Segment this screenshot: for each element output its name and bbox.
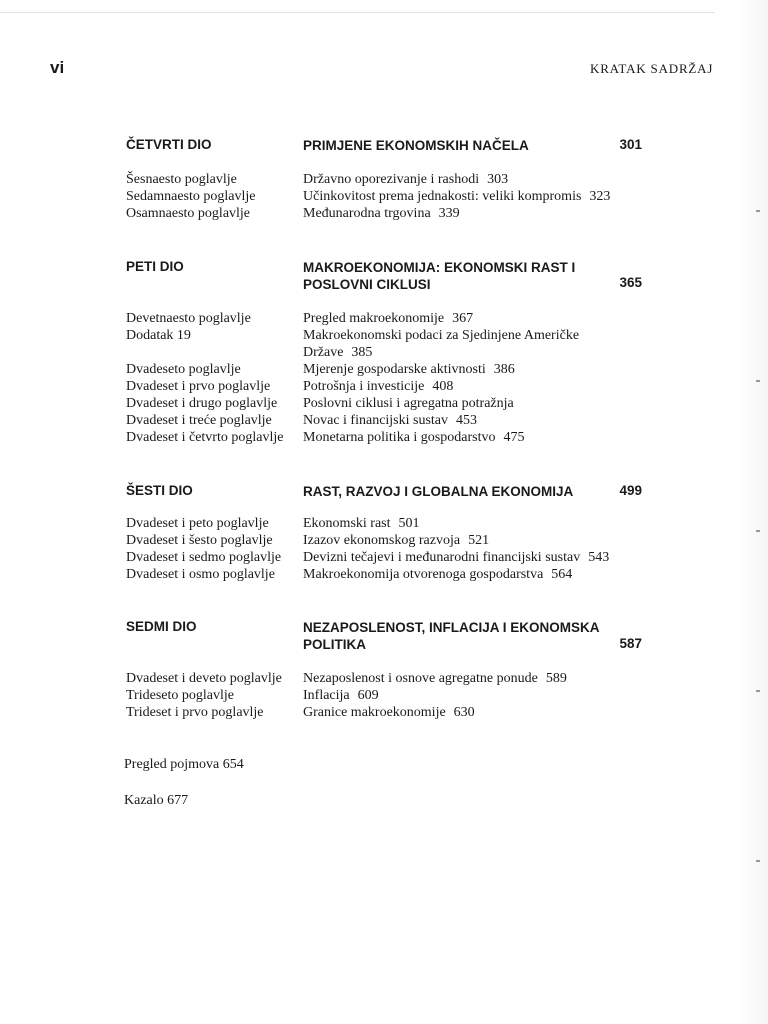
chapter-label: Sedamnaesto poglavlje	[126, 189, 256, 204]
chapter-page: 609	[357, 688, 379, 703]
part-label: PETI DIO	[126, 259, 184, 274]
part-title	[303, 259, 603, 293]
scan-mark	[756, 860, 760, 862]
part-title-line: NEZAPOSLENOST, INFLACIJA I EKONOMSKA	[303, 620, 600, 635]
chapter-page: 564	[551, 567, 573, 582]
chapter-title: Makroekonomski podaci za Sjedinjene Američke	[303, 328, 580, 343]
chapter-page: 501	[398, 516, 420, 531]
chapter-title: Makroekonomija otvorenoga gospodarstva 564	[303, 567, 573, 582]
chapter-label: Dvadeset i prvo poglavlje	[126, 379, 271, 394]
part-page: 499	[619, 483, 642, 498]
chapter-title: Inflacija 609	[303, 688, 379, 703]
part-label: ŠESTI DIO	[126, 483, 193, 498]
chapter-title: Državno oporezivanje i rashodi 303	[303, 172, 509, 187]
toc-entry[interactable]	[0, 327, 768, 344]
page-number: vi	[50, 58, 65, 77]
part-page: 301	[619, 137, 642, 152]
toc-entry[interactable]	[0, 344, 768, 361]
chapter-page: 543	[588, 550, 610, 565]
toc-entry[interactable]	[0, 429, 768, 446]
chapter-title: Nezaposlenost i osnove agregatne ponude 589	[303, 671, 567, 686]
chapter-page: 385	[351, 345, 373, 360]
chapter-label: Dvadeset i drugo poglavlje	[126, 396, 278, 411]
glossary-entry[interactable]: Pregled pojmova 654	[124, 757, 244, 772]
toc-entry[interactable]	[0, 566, 768, 583]
chapter-page: 323	[589, 189, 611, 204]
toc-entry[interactable]	[0, 687, 768, 704]
part-title-line: PRIMJENE EKONOMSKIH NAČELA	[303, 138, 529, 153]
chapter-page: 408	[432, 379, 454, 394]
chapter-label: Dvadeset i osmo poglavlje	[126, 567, 275, 582]
toc-entry[interactable]	[0, 378, 768, 395]
scan-right-edge	[738, 0, 768, 1024]
chapter-title: Devizni tečajevi i međunarodni financijski sustav 543	[303, 550, 610, 565]
part-label: SEDMI DIO	[126, 619, 197, 634]
part-label: ČETVRTI DIO	[126, 137, 212, 152]
chapter-label: Dvadeset i četvrto poglavlje	[126, 430, 284, 445]
part-title-line: MAKROEKONOMIJA: EKONOMSKI RAST I	[303, 260, 576, 275]
chapter-page: 367	[452, 311, 474, 326]
chapter-label: Dvadeset i treće poglavlje	[126, 413, 272, 428]
chapter-title: Mjerenje gospodarske aktivnosti 386	[303, 362, 515, 377]
chapter-label: Šesnaesto poglavlje	[126, 172, 237, 187]
chapter-page: 339	[438, 206, 460, 221]
toc-entry[interactable]	[0, 515, 768, 532]
part-title-line: POSLOVNI CIKLUSI	[303, 277, 431, 292]
chapter-title: Monetarna politika i gospodarstvo 475	[303, 430, 525, 445]
chapter-title: Izazov ekonomskog razvoja 521	[303, 533, 490, 548]
chapter-label: Dvadeset i šesto poglavlje	[126, 533, 273, 548]
chapter-page: 386	[493, 362, 515, 377]
chapter-title: Ekonomski rast 501	[303, 516, 420, 531]
chapter-label: Dvadeset i deveto poglavlje	[126, 671, 282, 686]
chapter-title: Potrošnja i investicije 408	[303, 379, 454, 394]
index-entry[interactable]: Kazalo 677	[124, 793, 189, 808]
toc-entry[interactable]	[0, 361, 768, 378]
chapter-page: 475	[503, 430, 525, 445]
toc-entry[interactable]	[0, 704, 768, 721]
chapter-title: Pregled makroekonomije 367	[303, 311, 474, 326]
part-title-line: POLITIKA	[303, 637, 366, 652]
part-page: 587	[619, 636, 642, 651]
toc-entry[interactable]	[0, 412, 768, 429]
part-title	[303, 619, 603, 653]
chapter-title: Granice makroekonomije 630	[303, 705, 475, 720]
chapter-label: Dvadeseto poglavlje	[126, 362, 241, 377]
toc-entry[interactable]	[0, 310, 768, 327]
chapter-page: 630	[453, 705, 475, 720]
chapter-page: 303	[487, 172, 509, 187]
chapter-label: Trideseto poglavlje	[126, 688, 234, 703]
chapter-title: Učinkovitost prema jednakosti: veliki kompromis 323	[303, 189, 611, 204]
chapter-label: Dvadeset i peto poglavlje	[126, 516, 269, 531]
toc-entry[interactable]	[0, 532, 768, 549]
chapter-title: Međunarodna trgovina 339	[303, 206, 460, 221]
chapter-title: Novac i financijski sustav 453	[303, 413, 478, 428]
part-title	[303, 137, 603, 154]
chapter-page: 521	[468, 533, 490, 548]
chapter-label: Trideset i prvo poglavlje	[126, 705, 264, 720]
chapter-page: 589	[545, 671, 567, 686]
chapter-title: Poslovni ciklusi i agregatna potražnja	[303, 396, 514, 411]
chapter-page: 453	[456, 413, 478, 428]
part-page: 365	[619, 275, 642, 290]
toc-entry[interactable]	[0, 395, 768, 412]
toc-entry[interactable]	[0, 171, 768, 188]
scan-top-edge	[0, 0, 715, 13]
chapter-label: Osamnaesto poglavlje	[126, 206, 251, 221]
running-head: KRATAK SADRŽAJ	[590, 61, 714, 76]
toc-entry[interactable]	[0, 205, 768, 222]
chapter-label: Devetnaesto poglavlje	[126, 311, 251, 326]
chapter-label: Dodatak 19	[126, 328, 191, 343]
part-title-line: RAST, RAZVOJ I GLOBALNA EKONOMIJA	[303, 484, 574, 499]
chapter-title: Države 385	[303, 345, 373, 360]
toc-entry[interactable]	[0, 188, 768, 205]
toc-entry[interactable]	[0, 670, 768, 687]
part-title	[303, 483, 603, 500]
chapter-label: Dvadeset i sedmo poglavlje	[126, 550, 282, 565]
toc-entry[interactable]	[0, 549, 768, 566]
